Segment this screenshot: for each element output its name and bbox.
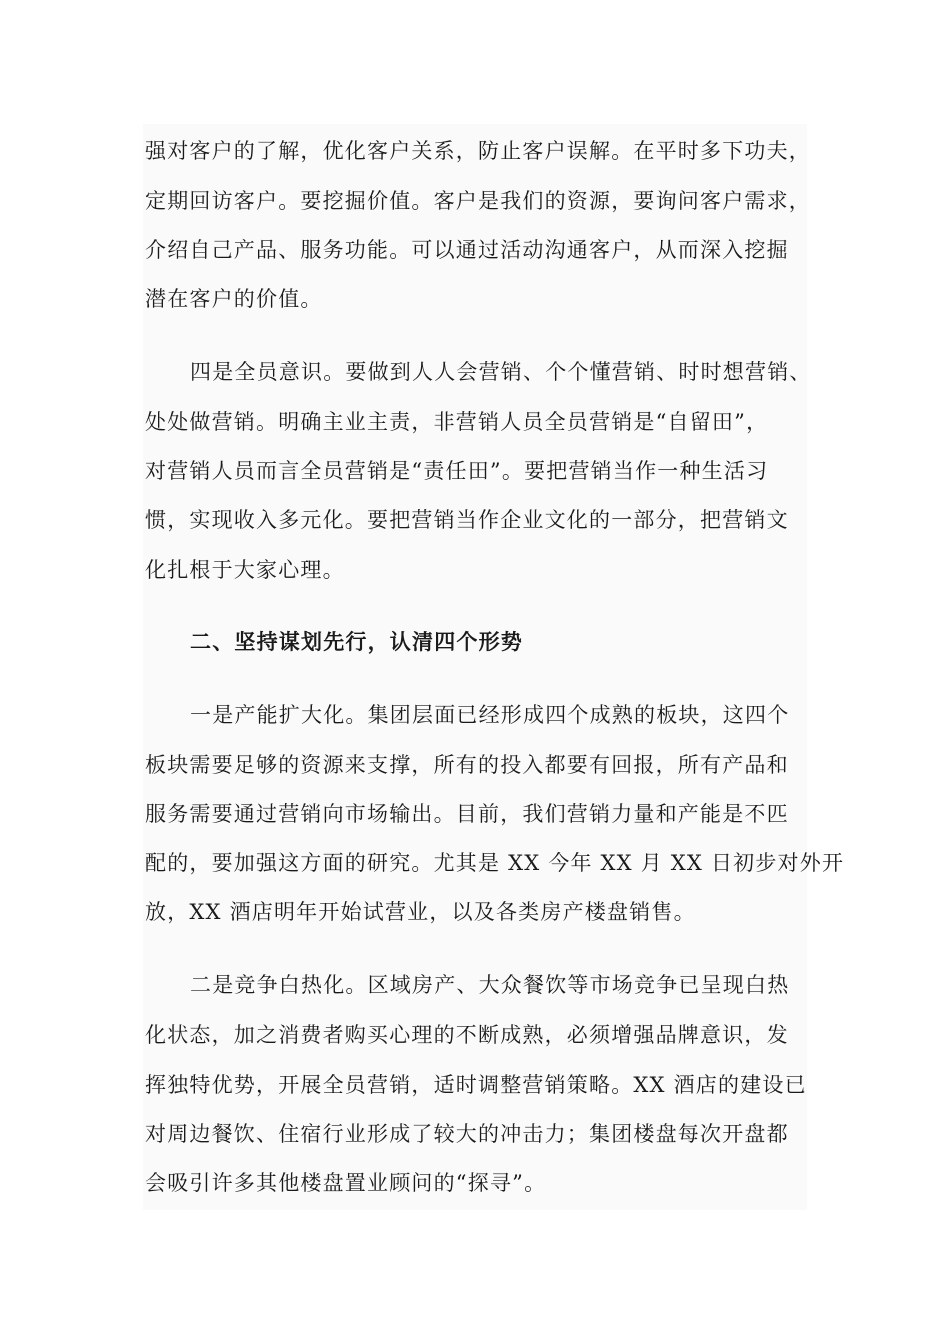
text-line: 配的，要加强这方面的研究。尤其是 XX 今年 XX 月 XX 日初步对外开 <box>145 851 845 875</box>
section-heading: 二、坚持谋划先行，认清四个形势 <box>190 629 523 654</box>
text-line: 潜在客户的价值。 <box>145 287 323 311</box>
text-line: 对营销人员而言全员营销是“责任田”。要把营销当作一种生活习 <box>145 459 769 483</box>
text-line: 一是产能扩大化。集团层面已经形成四个成熟的板块，这四个 <box>190 703 790 727</box>
text-line: 板块需要足够的资源来支撑，所有的投入都要有回报，所有产品和 <box>145 753 789 777</box>
text-line: 介绍自己产品、服务功能。可以通过活动沟通客户，从而深入挖掘 <box>145 238 789 262</box>
text-line: 对周边餐饮、住宿行业形成了较大的冲击力；集团楼盘每次开盘都 <box>145 1122 789 1146</box>
text-line: 定期回访客户。要挖掘价值。客户是我们的资源，要询问客户需求， <box>145 189 811 213</box>
text-line: 化扎根于大家心理。 <box>145 558 345 582</box>
text-line: 化状态，加之消费者购买心理的不断成熟，必须增强品牌意识，发 <box>145 1023 789 1047</box>
text-line: 放，XX 酒店明年开始试营业，以及各类房产楼盘销售。 <box>145 900 696 924</box>
text-line: 会吸引许多其他楼盘置业顾问的“探寻”。 <box>145 1171 547 1195</box>
text-line: 四是全员意识。要做到人人会营销、个个懂营销、时时想营销、 <box>190 360 812 384</box>
text-line: 二是竞争白热化。区域房产、大众餐饮等市场竞争已呈现白热 <box>190 973 790 997</box>
text-line: 挥独特优势，开展全员营销，适时调整营销策略。XX 酒店的建设已 <box>145 1073 807 1097</box>
text-line: 强对客户的了解，优化客户关系，防止客户误解。在平时多下功夫， <box>145 139 811 163</box>
text-line: 处处做营销。明确主业主责，非营销人员全员营销是“自留田”， <box>145 410 769 434</box>
text-line: 服务需要通过营销向市场输出。目前，我们营销力量和产能是不匹 <box>145 802 789 826</box>
text-line: 惯，实现收入多元化。要把营销当作企业文化的一部分，把营销文 <box>145 508 789 532</box>
